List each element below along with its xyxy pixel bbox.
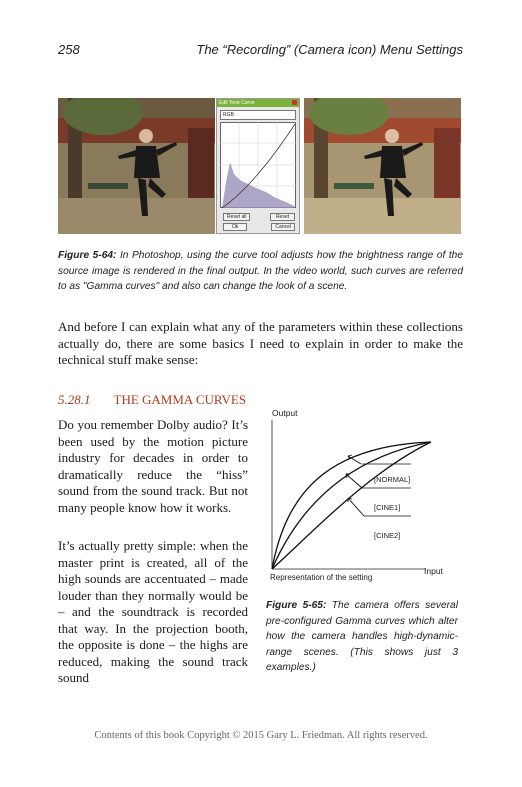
- ok-button: Ok: [223, 223, 247, 231]
- cancel-button: Cancel: [271, 223, 295, 231]
- reset-button: Reset: [270, 213, 295, 221]
- dialog-title-bar: [217, 99, 299, 107]
- x-axis-label: Input: [424, 566, 443, 576]
- copyright-footer: Contents of this book Copyright © 2015 Gary L. Friedman. All rights reserved.: [94, 730, 428, 741]
- running-title: The “Recording” (Camera icon) Menu Settings: [196, 42, 463, 57]
- photo-left: [58, 98, 215, 234]
- curve-cine2: [272, 442, 431, 569]
- intro-paragraph: And before I can explain what any of the parameters within these collections actually do, there are some basics I need to explain in order to make the technical stuff make sense:: [58, 319, 463, 367]
- figure-5-64-image: [58, 98, 461, 234]
- reset-all-button: Reset all: [223, 213, 250, 221]
- figure-5-65-caption: [266, 598, 458, 676]
- section-number: 5.28.1: [58, 392, 91, 407]
- body-paragraph-1: Do you remember Dolby audio? It’s been used by the motion picture industry for decades in order to dramatically reduce the “hiss” sound from the sound track. But not many people know how it works.: [58, 417, 248, 515]
- figure-5-65-caption-text: The camera offers several pre-configured Gamma curves which alter how the camera handles high-dynamic-range scenes. (This shows just 3 examples.): [266, 600, 458, 673]
- figure-5-64-label: Figure 5-64:: [58, 250, 117, 261]
- dialog-title: Edit Tone Curve: [219, 100, 255, 106]
- curve-graph: [220, 122, 296, 208]
- arrow-icon: [346, 474, 362, 488]
- section-title: THE GAMMA CURVES: [113, 392, 247, 407]
- body-paragraph-2: It’s actually pretty simple: when the master print is created, all of the high sounds are accentuated – made louder than they normally would be – and the soundtrack is recorded that way. In the projection booth, the opposite is done – the highs are reduced, making the sound track sound: [58, 538, 248, 685]
- figure-5-64-caption: [58, 248, 463, 295]
- curve-cine1: [272, 442, 431, 569]
- y-axis-label: Output: [272, 408, 298, 418]
- dialog-buttons: [223, 213, 295, 231]
- curve-normal: [272, 442, 431, 569]
- tone-curve-dialog: [216, 98, 300, 234]
- setting-label: Representation of the setting: [270, 573, 373, 582]
- close-icon: [292, 100, 297, 105]
- figure-5-65-label: Figure 5-65:: [266, 600, 327, 611]
- curve-label-normal: [NORMAL]: [374, 475, 411, 484]
- channel-dropdown: RGB: [220, 110, 296, 120]
- gamma-curves-figure: [266, 404, 461, 584]
- arrow-icon: [348, 498, 364, 516]
- curve-label-cine2: [CINE2]: [374, 531, 401, 540]
- curve-label-cine1: [CINE1]: [374, 503, 401, 512]
- section-heading: [58, 392, 246, 408]
- photo-right: [304, 98, 461, 234]
- page-number: 258: [58, 42, 80, 57]
- figure-5-64-caption-text: In Photoshop, using the curve tool adjusts how the brightness range of the source image is rendered in the final output. In the video world, such curves are referred to as "Gamma curves" and also can change the look of a scene.: [58, 250, 463, 292]
